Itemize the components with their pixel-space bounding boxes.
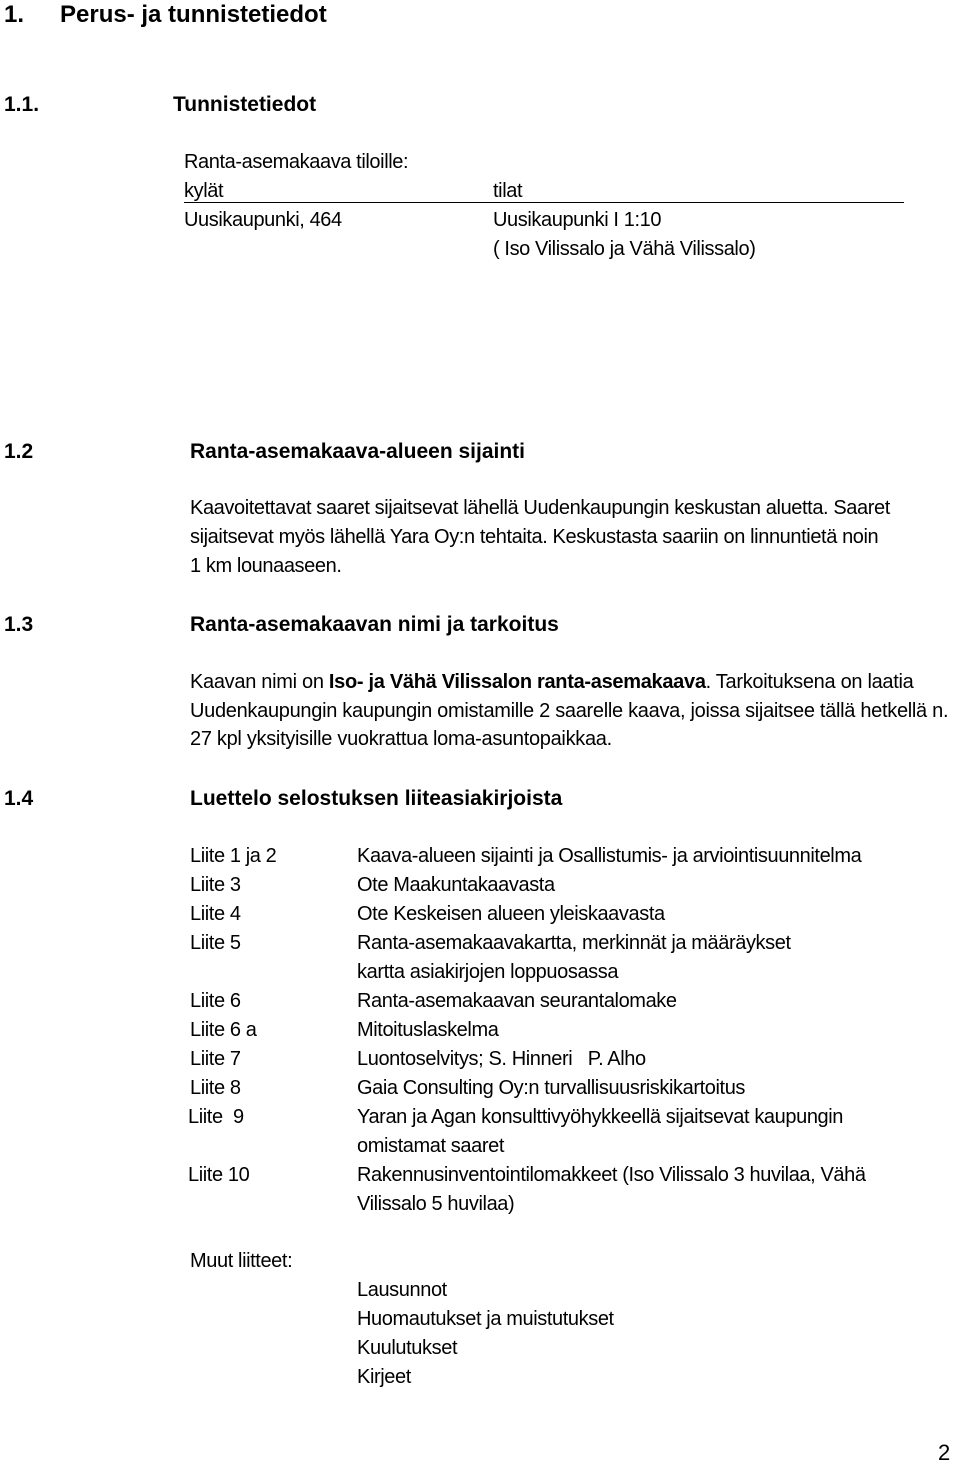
attachment-description: kartta asiakirjojen loppuosassa [357, 961, 619, 983]
section-1-number: 1. [4, 1, 25, 28]
attachment-description: Vilissalo 5 huvilaa) [357, 1193, 515, 1215]
estate-value: Uusikaupunki I 1:10 [493, 209, 662, 231]
attachment-label: Liite 10 [188, 1164, 250, 1186]
plan-name: Iso- ja Vähä Vilissalon ranta-asemakaava [328, 671, 706, 693]
other-attachments-label: Muut liitteet: [190, 1250, 293, 1272]
purpose-text: . Tarkoituksena on laatia Uudenkaupungin kaupungin omistamille 2 saarelle kaava, joissa sijaitsee tällä hetkellä n. 27 kpl yksityisille vuokrattua loma-asuntopaikkaa. [190, 671, 949, 750]
section-1-3-number: 1.3 [4, 613, 34, 636]
attachment-description: Ote Maakuntakaavasta [357, 874, 555, 896]
attachment-description: Ranta-asemakaavan seurantalomake [357, 990, 677, 1012]
attachment-label: Liite 1 ja 2 [190, 845, 277, 867]
section-1-4-number: 1.4 [4, 787, 34, 810]
attachment-description: Yaran ja Agan konsulttivyöhykkeellä sijaitsevat kaupungin [357, 1106, 844, 1128]
location-line-2: sijaitsevat myös lähellä Yara Oy:n tehtaita. Keskustasta saariin on linnuntietä noin [190, 526, 879, 548]
location-line-3: 1 km lounaaseen. [190, 555, 342, 577]
section-1-1-number: 1.1. [4, 93, 40, 116]
attachment-description: Rakennusinventointilomakkeet (Iso Vilissalo 3 huvilaa, Vähä [357, 1164, 866, 1186]
village-value: Uusikaupunki, 464 [184, 209, 342, 231]
location-line-1: Kaavoitettavat saaret sijaitsevat lähellä Uudenkaupungin keskustan aluetta. Saaret [190, 497, 890, 519]
attachment-label: Liite 6 [190, 990, 241, 1012]
section-1-title: Perus- ja tunnistetiedot [60, 1, 327, 28]
attachment-label: Liite 4 [190, 903, 241, 925]
estates-header: tilat [493, 180, 523, 202]
identification-intro: Ranta-asemakaava tiloille: [184, 151, 409, 173]
attachment-description: Luontoselvitys; S. Hinneri P. Alho [357, 1048, 646, 1070]
attachment-description: Kaava-alueen sijainti ja Osallistumis- ja arviointisuunnitelma [357, 845, 862, 867]
page-number: 2 [938, 1440, 951, 1465]
attachment-description: omistamat saaret [357, 1135, 504, 1157]
attachment-label: Liite 8 [190, 1077, 241, 1099]
attachment-label: Liite 6 a [190, 1019, 257, 1041]
attachment-description: Mitoituslaskelma [357, 1019, 499, 1041]
section-1-4-title: Luettelo selostuksen liiteasiakirjoista [190, 787, 563, 810]
estate-note: ( Iso Vilissalo ja Vähä Vilissalo) [493, 238, 756, 260]
section-1-1-title: Tunnistetiedot [173, 93, 317, 116]
attachment-description: Ote Keskeisen alueen yleiskaavasta [357, 903, 665, 925]
attachment-label: Liite 5 [190, 932, 241, 954]
other-attachment-item: Lausunnot [357, 1279, 447, 1301]
section-1-3-title: Ranta-asemakaavan nimi ja tarkoitus [190, 613, 559, 636]
purpose-paragraph [190, 668, 955, 754]
purpose-intro: Kaavan nimi on [190, 671, 329, 693]
other-attachment-item: Kuulutukset [357, 1337, 458, 1359]
attachment-description: Gaia Consulting Oy:n turvallisuusriskikartoitus [357, 1077, 746, 1099]
villages-header: kylät [184, 180, 224, 202]
section-1-2-title: Ranta-asemakaava-alueen sijainti [190, 440, 525, 463]
table-header-rule [184, 202, 904, 203]
attachment-label: Liite 9 [188, 1106, 244, 1128]
attachment-label: Liite 7 [190, 1048, 241, 1070]
other-attachment-item: Huomautukset ja muistutukset [357, 1308, 614, 1330]
other-attachment-item: Kirjeet [357, 1366, 411, 1388]
attachment-label: Liite 3 [190, 874, 241, 896]
section-1-2-number: 1.2 [4, 440, 34, 463]
attachment-description: Ranta-asemakaavakartta, merkinnät ja määräykset [357, 932, 791, 954]
